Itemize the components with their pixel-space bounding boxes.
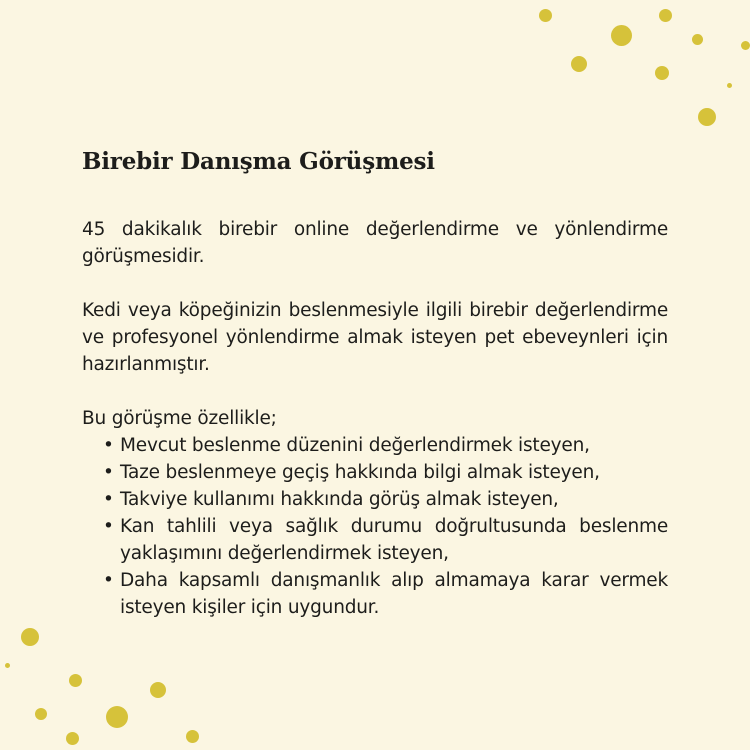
- decorative-dot: [66, 732, 79, 745]
- decorative-dot: [659, 9, 672, 22]
- decorative-dot: [571, 56, 587, 72]
- features-list: [82, 432, 668, 621]
- decorative-dot: [150, 682, 166, 698]
- decorative-dot: [611, 25, 632, 46]
- decorative-dot: [698, 108, 716, 126]
- bullet-icon: •: [103, 489, 114, 510]
- decorative-dot: [21, 628, 39, 646]
- page-title: Birebir Danışma Görüşmesi: [82, 148, 435, 175]
- decorative-dot: [106, 706, 128, 728]
- content-block: [82, 146, 668, 621]
- decorative-dot: [186, 730, 199, 743]
- features-intro: Bu görüşme özellikle;: [82, 408, 277, 429]
- feature-text: Kan tahlili veya sağlık durumu doğrultusunda beslenme yaklaşımını değerlendirmek isteyen,: [120, 516, 668, 564]
- audience-paragraph: Kedi veya köpeğinizin beslenmesiyle ilgili birebir değerlendirme ve profesyonel yönlendirme almak isteyen pet ebeveynleri için hazırlanmıştır.: [82, 300, 668, 375]
- feature-item: [82, 486, 668, 513]
- feature-item: [82, 567, 668, 621]
- decorative-dot: [539, 9, 552, 22]
- decorative-dot: [741, 41, 750, 50]
- bullet-icon: •: [103, 462, 114, 483]
- decorative-dot: [69, 674, 82, 687]
- feature-text: Daha kapsamlı danışmanlık alıp almamaya karar vermek isteyen kişiler için uygundur.: [120, 570, 668, 618]
- description-paragraph: 45 dakikalık birebir online değerlendirme ve yönlendirme görüşmesidir.: [82, 219, 668, 267]
- feature-text: Taze beslenmeye geçiş hakkında bilgi almak isteyen,: [120, 462, 600, 483]
- bullet-icon: •: [103, 570, 114, 591]
- bullet-icon: •: [103, 435, 114, 456]
- feature-item: [82, 459, 668, 486]
- decorative-dot: [727, 83, 732, 88]
- decorative-dot: [5, 663, 10, 668]
- decorative-dot: [655, 66, 669, 80]
- feature-text: Mevcut beslenme düzenini değerlendirmek isteyen,: [120, 435, 590, 456]
- feature-item: [82, 432, 668, 459]
- decorative-dot: [35, 708, 47, 720]
- feature-text: Takviye kullanımı hakkında görüş almak isteyen,: [120, 489, 559, 510]
- bullet-icon: •: [103, 516, 114, 537]
- decorative-dot: [692, 34, 703, 45]
- feature-item: [82, 513, 668, 567]
